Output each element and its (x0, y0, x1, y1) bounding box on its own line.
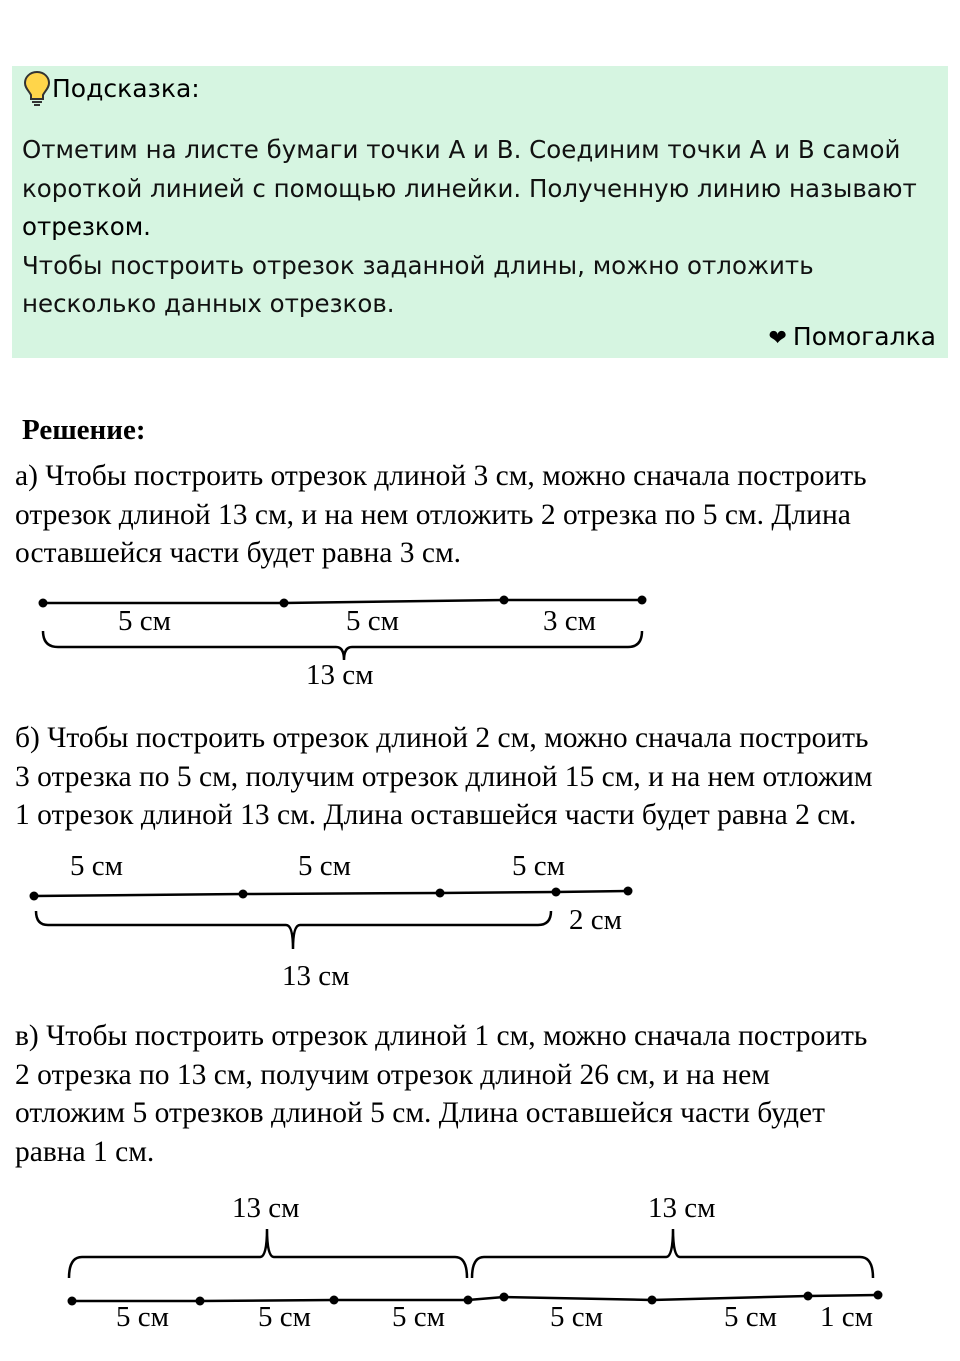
total-label: 13 см (648, 1192, 716, 1224)
total-label: 13 см (306, 659, 374, 691)
segment-label: 5 см (346, 605, 399, 637)
figure-c (0, 1185, 960, 1355)
segment-label: 5 см (392, 1301, 445, 1333)
segment-label: 5 см (258, 1301, 311, 1333)
brand-signature (768, 322, 936, 351)
segment-label: 5 см (70, 850, 123, 882)
segment-label: 5 см (298, 850, 351, 882)
text-line: равна 1 см. (15, 1136, 155, 1169)
point (552, 888, 561, 897)
segment-label: 5 см (724, 1301, 777, 1333)
heart-icon: ❤ (768, 326, 787, 351)
hint-term: отрезком. (22, 212, 151, 241)
point (30, 892, 39, 901)
point (500, 1293, 509, 1302)
part-b-text (15, 719, 950, 835)
point (500, 596, 509, 605)
point (638, 596, 647, 605)
point (239, 890, 248, 899)
part-c-text (15, 1017, 950, 1172)
hint-text (22, 131, 942, 324)
brace (472, 1229, 873, 1278)
point (39, 599, 48, 608)
point (464, 1296, 473, 1305)
segment-label: 5 см (512, 850, 565, 882)
segment-label: 3 см (543, 605, 596, 637)
rest-label: 2 см (569, 904, 622, 936)
hint-line: несколько данных отрезков. (22, 289, 395, 318)
figure-a (0, 585, 960, 695)
brace (69, 1229, 467, 1278)
hint-line: Чтобы построить отрезок заданной длины, можно отложить (22, 250, 814, 280)
hint-title: Подсказка: (52, 74, 200, 103)
hint-line: короткой линией с помощью линейки. Полученную линию называют (22, 173, 917, 203)
text-line: оставшейся части будет равна 3 см. (15, 537, 462, 570)
text-line: в) Чтобы построить отрезок длиной 1 см, можно сначала построить (15, 1020, 868, 1052)
text-line: б) Чтобы построить отрезок длиной 2 см, можно сначала построить (15, 722, 869, 754)
point (874, 1291, 883, 1300)
segment-label: 1 см (820, 1301, 873, 1333)
brace (36, 911, 551, 949)
point (624, 887, 633, 896)
solution-heading: Решение: (22, 414, 146, 446)
text-line: отрезок длиной 13 см, и на нем отложить 2 отрезка по 5 см. Длина (15, 498, 851, 531)
text-line: а) Чтобы построить отрезок длиной 3 см, можно сначала построить (15, 460, 867, 492)
segment-label: 5 см (118, 605, 171, 637)
point (436, 889, 445, 898)
total-label: 13 см (282, 960, 350, 992)
total-label: 13 см (232, 1192, 300, 1224)
segment-label: 5 см (550, 1301, 603, 1333)
text-line: 3 отрезка по 5 см, получим отрезок длиной 15 см, и на нем отложим (15, 760, 873, 793)
point (68, 1297, 77, 1306)
brand-name: Помогалка (792, 322, 936, 351)
hint-line: Отметим на листе бумаги точки А и В. Соединим точки А и В самой (22, 135, 901, 164)
text-line: 1 отрезок длиной 13 см. Длина оставшейся части будет равна 2 см. (15, 799, 857, 832)
segment-line (43, 600, 642, 603)
text-line: отложим 5 отрезков длиной 5 см. Длина оставшейся части будет (15, 1097, 826, 1130)
segment-line (34, 891, 628, 896)
segment-label: 5 см (116, 1301, 169, 1333)
text-line: 2 отрезка по 13 см, получим отрезок длиной 26 см, и на нем (15, 1058, 770, 1091)
point (804, 1292, 813, 1301)
point (330, 1296, 339, 1305)
point (196, 1297, 205, 1306)
point (648, 1296, 657, 1305)
figure-b (0, 845, 960, 995)
point (280, 599, 289, 608)
lightbulb-icon (22, 70, 52, 108)
part-a-text (15, 457, 950, 573)
